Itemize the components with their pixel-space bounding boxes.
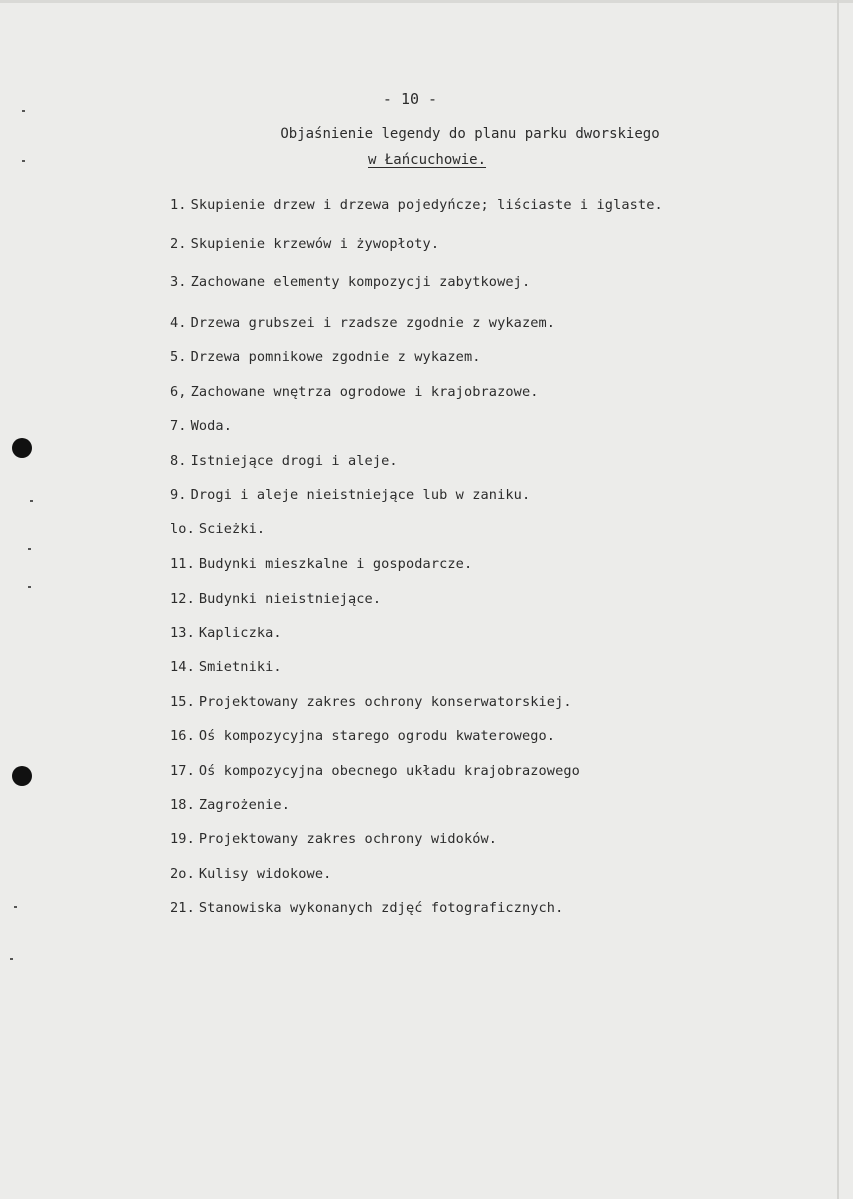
legend-item-number: 2. xyxy=(170,236,187,252)
legend-item xyxy=(170,487,530,503)
legend-item-text: Stanowiska wykonanych zdjęć fotograficznych. xyxy=(198,900,564,916)
document-title: Objaśnienie legendy do planu parku dworskiego xyxy=(280,126,660,142)
margin-mark xyxy=(22,110,25,112)
legend-item-text: Projektowany zakres ochrony konserwatorskiej. xyxy=(198,694,572,710)
legend-item-number: 6, xyxy=(170,384,187,400)
margin-mark xyxy=(30,500,33,502)
legend-item-number: 13. xyxy=(170,625,195,641)
legend-item-text: Istniejące drogi i aleje. xyxy=(190,453,398,469)
legend-item xyxy=(170,521,265,537)
legend-item-number: 7. xyxy=(170,418,187,434)
legend-item xyxy=(170,831,497,847)
legend-item-text: Skupienie drzew i drzewa pojedyńcze; liściaste i iglaste. xyxy=(190,197,663,213)
legend-item-text: Drogi i aleje nieistniejące lub w zaniku. xyxy=(190,487,531,503)
legend-item-text: Drzewa pomnikowe zgodnie z wykazem. xyxy=(190,349,481,365)
legend-item-text: Zachowane wnętrza ogrodowe i krajobrazowe. xyxy=(190,384,539,400)
legend-item xyxy=(170,315,555,331)
legend-item-number: 5. xyxy=(170,349,187,365)
legend-item-text: Projektowany zakres ochrony widoków. xyxy=(198,831,498,847)
legend-item-number: 14. xyxy=(170,659,195,675)
punch-hole-lower xyxy=(12,766,32,786)
legend-item-number: 18. xyxy=(170,797,195,813)
legend-item xyxy=(170,418,232,434)
legend-item-number: 15. xyxy=(170,694,195,710)
legend-item xyxy=(170,384,539,400)
legend-item-number: 16. xyxy=(170,728,195,744)
legend-item-text: Oś kompozycyjna starego ogrodu kwaterowego. xyxy=(198,728,556,744)
legend-item xyxy=(170,274,530,290)
legend-item-number: 19. xyxy=(170,831,195,847)
legend-item-text: Woda. xyxy=(190,418,232,434)
legend-item-number: 4. xyxy=(170,315,187,331)
legend-item xyxy=(170,556,472,572)
legend-item-number: 21. xyxy=(170,900,195,916)
legend-item xyxy=(170,659,282,675)
legend-item-number: 17. xyxy=(170,763,195,779)
legend-item-text: Smietniki. xyxy=(198,659,282,675)
legend-item-text: Budynki nieistniejące. xyxy=(198,591,382,607)
margin-mark xyxy=(28,548,31,550)
legend-item xyxy=(170,197,663,213)
legend-item-text: Skupienie krzewów i żywopłoty. xyxy=(190,236,440,252)
margin-mark xyxy=(14,906,17,908)
legend-item-text: Oś kompozycyjna obecnego układu krajobrazowego xyxy=(198,763,580,779)
legend-item xyxy=(170,591,381,607)
legend-item-number: 3. xyxy=(170,274,187,290)
legend-item-text: Zachowane elementy kompozycji zabytkowej. xyxy=(190,274,531,290)
margin-mark xyxy=(22,160,25,162)
legend-item-number: 12. xyxy=(170,591,195,607)
page-right-edge xyxy=(837,0,839,1199)
page-top-edge xyxy=(0,0,853,3)
legend-item-text: Drzewa grubszei i rzadsze zgodnie z wykazem. xyxy=(190,315,556,331)
legend-item-number: 1. xyxy=(170,197,187,213)
legend-item-number: 2o. xyxy=(170,866,195,882)
legend-item xyxy=(170,625,282,641)
margin-mark xyxy=(28,586,31,588)
legend-item-text: Zagrożenie. xyxy=(198,797,290,813)
legend-item-text: Budynki mieszkalne i gospodarcze. xyxy=(198,556,473,572)
legend-item xyxy=(170,349,481,365)
punch-hole-upper xyxy=(12,438,32,458)
legend-item-number: 11. xyxy=(170,556,195,572)
legend-item-number: 8. xyxy=(170,453,187,469)
legend-item xyxy=(170,236,439,252)
legend-item xyxy=(170,728,555,744)
document-subtitle: w Łańcuchowie. xyxy=(368,152,487,168)
margin-mark xyxy=(10,958,13,960)
legend-item-text: Kulisy widokowe. xyxy=(198,866,332,882)
legend-item-text: Scieżki. xyxy=(198,521,266,537)
legend-item xyxy=(170,866,331,882)
legend-item-number: 9. xyxy=(170,487,187,503)
legend-item xyxy=(170,694,572,710)
legend-item-number: lo. xyxy=(170,521,195,537)
legend-item xyxy=(170,900,563,916)
page-number: - 10 - xyxy=(382,90,438,108)
legend-item-text: Kapliczka. xyxy=(198,625,282,641)
legend-item xyxy=(170,797,290,813)
legend-item xyxy=(170,763,580,779)
legend-item xyxy=(170,453,398,469)
